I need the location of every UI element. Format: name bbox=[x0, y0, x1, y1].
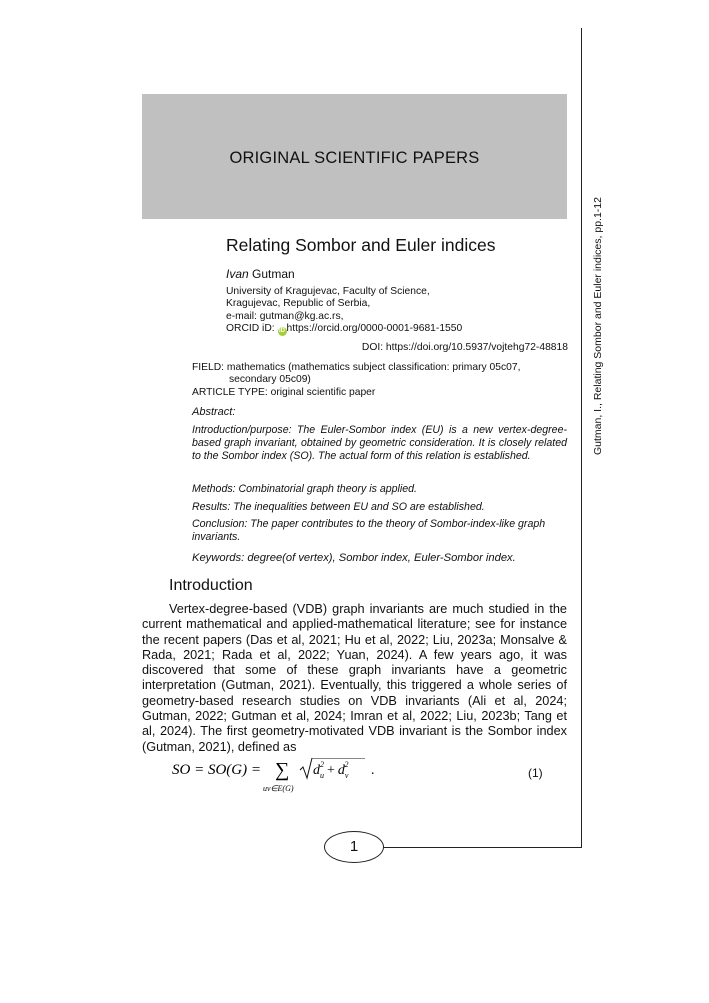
body-paragraph bbox=[142, 602, 567, 755]
orcid-line bbox=[226, 323, 462, 336]
abstract-intro: Introduction/purpose: The Euler-Sombor index (EU) is a new vertex-degree-based graph invariant, obtained by geometric consideration. It is closely related to the Sombor index (SO). The actual form of this relation is established. bbox=[192, 424, 567, 462]
article-title: Relating Sombor and Euler indices bbox=[226, 235, 496, 255]
affiliation-line: e-mail: gutman@kg.ac.rs, bbox=[226, 310, 344, 322]
author-last-name: Gutman bbox=[248, 267, 295, 281]
orcid-icon: iD bbox=[279, 328, 285, 335]
field-line: secondary 05c09) bbox=[229, 374, 311, 386]
doi[interactable]: DOI: https://doi.org/10.5937/vojtehg72-48818 bbox=[361, 342, 568, 353]
field-info bbox=[192, 362, 572, 399]
section-title: ORIGINAL SCIENTIFIC PAPERS bbox=[229, 149, 480, 167]
affiliation-line: University of Kragujevac, Faculty of Science, bbox=[226, 286, 430, 297]
abstract-methods: Methods: Combinatorial graph theory is applied. bbox=[192, 483, 417, 495]
equation-lhs: SO = SO(G) = bbox=[172, 762, 261, 778]
orcid-label: ORCID iD: bbox=[226, 323, 278, 335]
sqrt-argument: $d_u2 + d_v2$ bbox=[313, 760, 349, 780]
author-first-name: Ivan bbox=[226, 267, 249, 281]
equation-number: (1) bbox=[528, 766, 543, 780]
orcid-link[interactable]: https://orcid.org/0000-0001-9681-1550 bbox=[286, 323, 463, 335]
running-head: Gutman, I., Relating Sombor and Euler indices, pp.1-12 bbox=[592, 197, 604, 455]
footer-rule bbox=[383, 847, 582, 848]
affiliation-line: Kragujevac, Republic of Serbia, bbox=[226, 298, 371, 310]
author-name bbox=[226, 267, 295, 281]
summation-subscript: uv∈E(G) bbox=[263, 784, 294, 793]
abstract-label: Abstract: bbox=[192, 406, 236, 418]
intro-paragraph: Vertex-degree-based (VDB) graph invariants are much studied in the current mathematical and applied-mathematical literature; see for instance the recent papers (Das et al, 2021; Hu et al, 2022; Liu, 2023a; Monsalve & Rada, 2021; Rada et al, 2022; Yuan, 2024). A few years ago, it was discovered that some of these graph invariants have a geometric interpretation (Gutman, 2021). Eventually, this triggered a whole series of geometry-based research studies on VDB invariants (Ali et al, 2024; Gutman, 2022; Gutman et al, 2024; Imran et al, 2022; Liu, 2023b; Tang et al, 2024). The first geometry-motivated VDB invariant is the Sombor index (Gutman, 2021), defined as bbox=[142, 602, 567, 754]
equation bbox=[172, 758, 402, 798]
page-number: 1 bbox=[324, 831, 384, 863]
summation-symbol: ∑ bbox=[275, 759, 290, 781]
section-banner bbox=[142, 94, 567, 219]
margin-rule bbox=[581, 28, 582, 848]
field-line: FIELD: mathematics (mathematics subject classification: primary 05c07, bbox=[192, 362, 521, 373]
equation-period: . bbox=[371, 763, 375, 778]
abstract-conclusion: Conclusion: The paper contributes to the theory of Sombor-index-like graph invariants. bbox=[192, 518, 546, 543]
keywords: Keywords: degree(of vertex), Sombor index, Euler-Sombor index. bbox=[192, 552, 516, 564]
equation-svg bbox=[172, 758, 402, 798]
abstract-results: Results: The inequalities between EU and SO are established. bbox=[192, 501, 485, 513]
affiliation bbox=[226, 286, 462, 336]
article-type: ARTICLE TYPE: original scientific paper bbox=[192, 386, 376, 398]
section-heading: Introduction bbox=[169, 577, 253, 594]
